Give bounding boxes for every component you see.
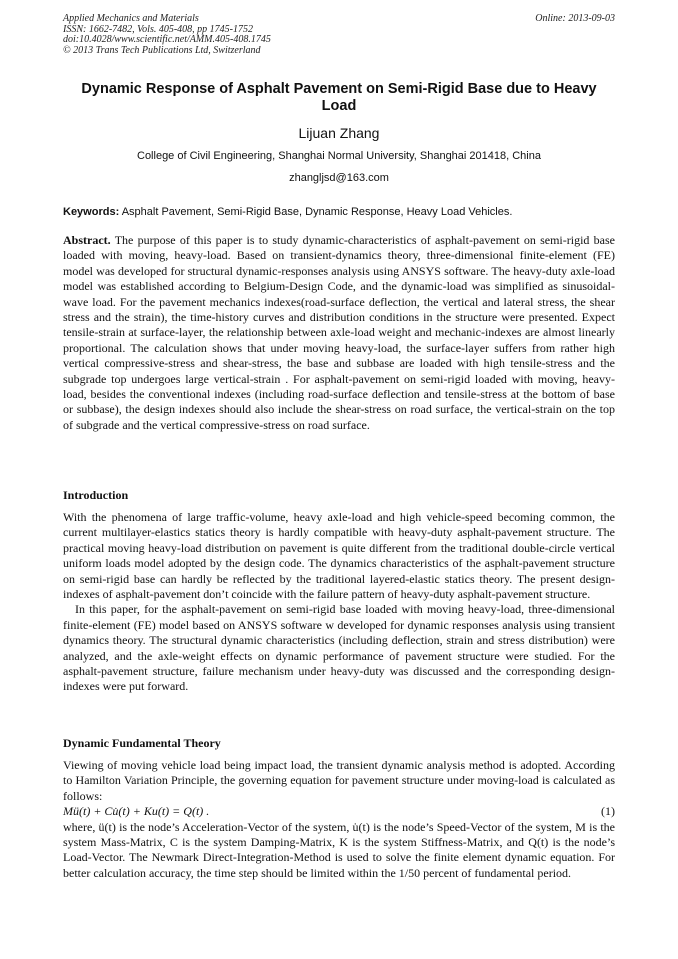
author-name: Lijuan Zhang xyxy=(298,125,380,141)
author-affiliation: College of Civil Engineering, Shanghai Normal University, Shanghai 201418, China xyxy=(137,150,541,162)
doi-line: doi:10.4028/www.scientific.net/AMM.405-408.1745 xyxy=(63,34,271,45)
equation-number: (1) xyxy=(601,804,615,819)
dynamic-theory-section xyxy=(63,758,615,881)
keywords-label: Keywords: xyxy=(63,206,120,218)
abstract-text: The purpose of this paper is to study dynamic-characteristics of asphalt-pavement on semi-rigid base loaded with moving, heavy-load. Based on transient-dynamics theory, three-dimensional finite-element (FE) model was developed for structural dynamic-responses analysis using ANSYS software. The heavy-duty axle-load model was established according to Belgium-Design Code, and the dynamic-load was simplified as sinusoidal-wave load. For the pavement mechanics indexes(road-surface deflection, the vertical and lateral stress, the shear stress and the strain), the time-history curves and distribution conditions in the structure were presented. Expect tensile-strain at surface-layer, the relationship between axle-load weight and mechanic-indexes are almost linearly proportional. The calculation shows that under moving heavy-load, the surface-layer suffers from rather high vertical compressive-stress and shear-stress, the base and subbase are loaded with high tensile-stress and the subgrade top undergoes large vertical-strain . For asphalt-pavement on semi-rigid loaded with moving, heavy-load, besides the conventional indexes (including road-surface deflection and tensile-stress at the bottom of base or subbase), the design indexes should also include the shear-stress on road surface, the vertical-strain on the top of subgrade and the vertical compressive-stress on road surface. xyxy=(63,233,615,432)
dynamic-theory-paragraph-2: where, ü(t) is the node’s Acceleration-Vector of the system, u̇(t) is the node’s Speed-Vector of the system, M is the system Mass-Matrix, C is the system Damping-Matrix, K is the system Stiffness-Matrix, and Q(t) is the node’s Load-Vector. The Newmark Direct-Integration-Method is used to solve the finite element dynamic equation. For better calculation accuracy, the time step should be limited within the 1/50 percent of fundamental period. xyxy=(63,819,615,880)
keywords xyxy=(63,206,615,219)
introduction-paragraph-2: In this paper, for the asphalt-pavement on semi-rigid base loaded with moving heavy-load, three-dimensional finite-element (FE) model based on ANSYS software w developed for dynamic responses analysis using transient dynamics theory. The structural dynamic characteristics (including deflection, strain and stress distribution) were analyzed, and the axle-weight effects on dynamic performance of pavement structure were studied. For the asphalt-pavement structure, failure mechanism under heavy-duty was discussed and the corresponding design-indexes were put forward. xyxy=(63,602,615,694)
paper-title: Dynamic Response of Asphalt Pavement on Semi-Rigid Base due to Heavy Load xyxy=(81,81,597,114)
journal-name: Applied Mechanics and Materials xyxy=(63,13,199,24)
section-heading-dynamic-theory: Dynamic Fundamental Theory xyxy=(63,736,221,750)
abstract xyxy=(63,233,615,433)
author-email: zhangljsd@163.com xyxy=(289,172,389,184)
section-heading-introduction: Introduction xyxy=(63,488,129,502)
copyright-line: © 2013 Trans Tech Publications Ltd, Switzerland xyxy=(63,44,261,56)
equation-text: Mü(t) + Cu̇(t) + Ku(t) = Q(t) . xyxy=(63,804,210,819)
issn-line: ISSN: 1662-7482, Vols. 405-408, pp 1745-1752 xyxy=(63,23,253,35)
introduction-section xyxy=(63,510,615,695)
governing-equation xyxy=(63,804,615,819)
introduction-paragraph-1: With the phenomena of large traffic-volume, heavy axle-load and high vehicle-speed becoming common, the current multilayer-elastics statics theory is hardly compatible with heavy-duty asphalt-pavement structure. The practical moving heavy-load distribution on pavement is quite different from the traditional double-circle vertical uniform loads model adopted by the design code. The dynamics characteristics of the asphalt-pavement structure on semi-rigid base can hardly be reflected by the traditional layered-elastic statics theory. The present design-indexes of asphalt-pavement don’t coincide with the failure pattern of heavy-duty asphalt-pavement structure. xyxy=(63,510,615,602)
keywords-text: Asphalt Pavement, Semi-Rigid Base, Dynamic Response, Heavy Load Vehicles. xyxy=(121,206,513,218)
abstract-label: Abstract. xyxy=(63,233,111,247)
journal-header xyxy=(63,14,615,56)
online-date: Online: 2013-09-03 xyxy=(535,13,615,24)
dynamic-theory-paragraph-1: Viewing of moving vehicle load being impact load, the transient dynamic analysis method is adopted. According to Hamilton Variation Principle, the governing equation for pavement structure under moving-load is calculated as follows: xyxy=(63,758,615,803)
